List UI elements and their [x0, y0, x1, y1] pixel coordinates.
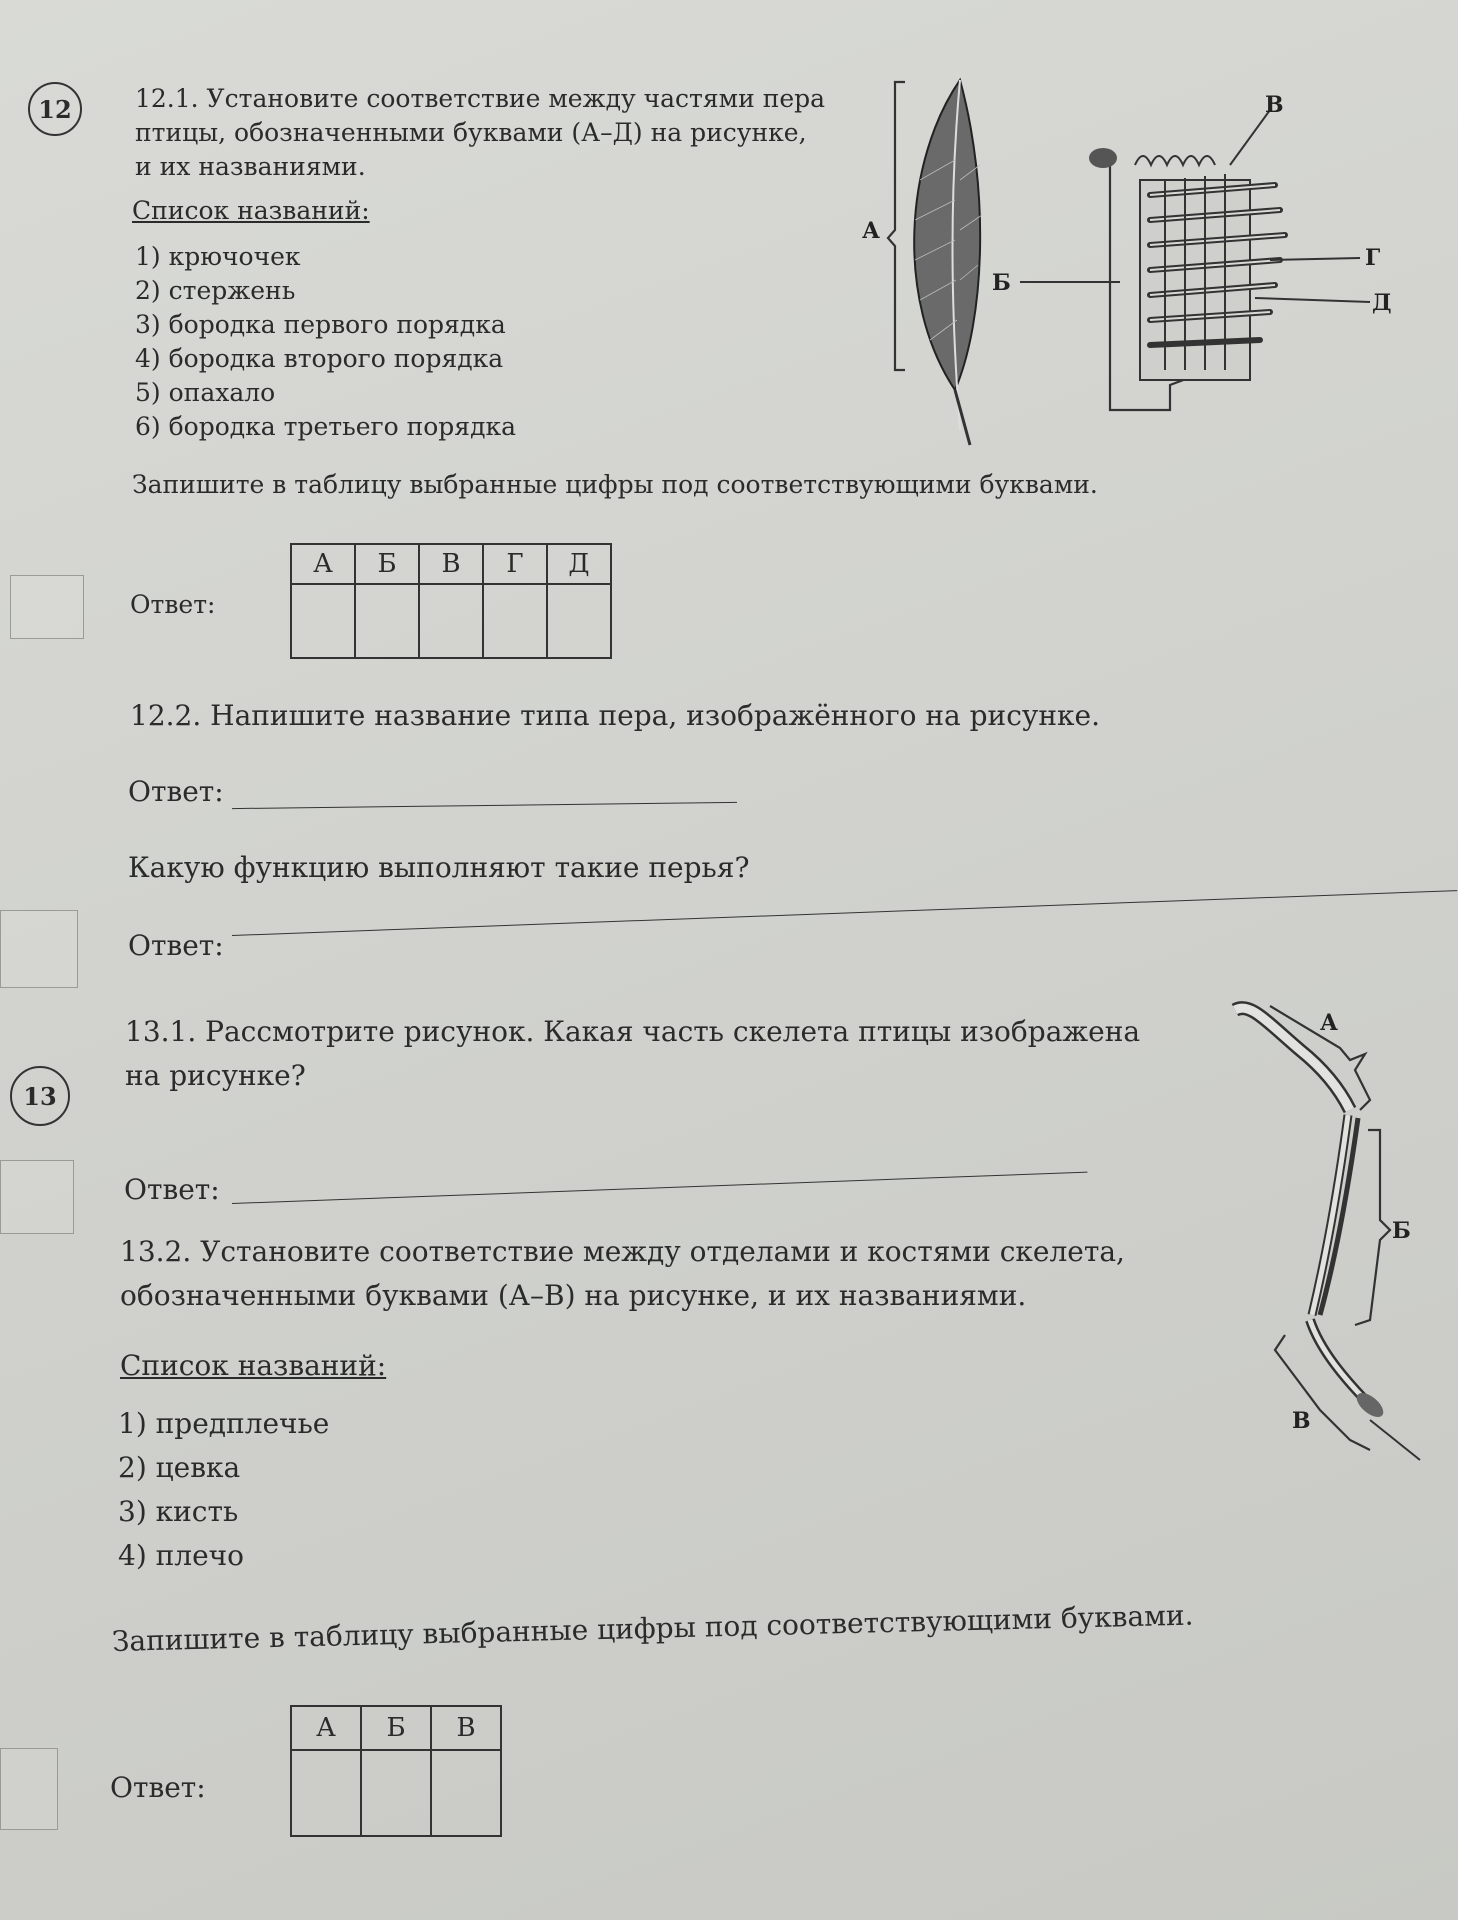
answer-line[interactable]: [232, 1172, 1087, 1204]
list-item: 1) крючочек: [135, 242, 301, 271]
answer-cell[interactable]: [361, 1750, 431, 1836]
task-number-13: 13: [10, 1066, 70, 1126]
table-header: Б: [355, 544, 419, 584]
names-list-title: Список названий:: [120, 1349, 387, 1382]
fig-label-a: А: [862, 218, 880, 244]
task-13-1-text: [125, 1012, 1140, 1096]
answer-label: Ответ:: [124, 1173, 220, 1206]
answer-label: Ответ:: [110, 1771, 206, 1804]
task-12-2-question-2: Какую функцию выполняют такие перья?: [128, 851, 750, 884]
list-item: 6) бородка третьего порядка: [135, 412, 517, 441]
fig-label-b: Б: [992, 270, 1011, 296]
names-list: [118, 1404, 329, 1576]
wing-skeleton-figure: [1220, 990, 1450, 1480]
table-header: Г: [483, 544, 547, 584]
answer-cell[interactable]: [355, 584, 419, 658]
text-line: птицы, обозначенными буквами (А–Д) на рисунке,: [135, 118, 807, 147]
fig-label-v: В: [1292, 1408, 1311, 1434]
fig-label-v: В: [1265, 92, 1284, 118]
fig-label-g: Г: [1365, 245, 1381, 271]
answer-table-12: [290, 543, 612, 659]
score-box: [0, 1748, 58, 1830]
feather-figure: [850, 70, 1410, 450]
task-12-1-text: [135, 82, 825, 184]
list-item: 2) цевка: [118, 1451, 241, 1484]
fig-label-a: А: [1320, 1010, 1338, 1036]
text-line: 13.2. Установите соответствие между отделами и костями скелета,: [120, 1235, 1125, 1268]
answer-cell[interactable]: [419, 584, 483, 658]
list-item: 4) плечо: [118, 1539, 245, 1572]
answer-cell[interactable]: [431, 1750, 501, 1836]
score-box: [10, 575, 84, 639]
list-item: 3) бородка первого порядка: [135, 310, 506, 339]
task-13-2-text: [120, 1232, 1125, 1316]
answer-table-13: [290, 1705, 502, 1837]
text-line: 12.1. Установите соответствие между частями пера: [135, 84, 826, 113]
table-header: Б: [361, 1706, 431, 1750]
fig-label-d: Д: [1372, 290, 1392, 316]
answer-cell[interactable]: [291, 1750, 361, 1836]
table-header: А: [291, 544, 355, 584]
answer-cell[interactable]: [547, 584, 611, 658]
task-12-2-question: 12.2. Напишите название типа пера, изображённого на рисунке.: [130, 699, 1101, 732]
table-header: Д: [547, 544, 611, 584]
answer-cell[interactable]: [291, 584, 355, 658]
text-line: 13.1. Рассмотрите рисунок. Какая часть скелета птицы изображена: [125, 1015, 1141, 1048]
list-item: 2) стержень: [135, 276, 296, 305]
list-item: 1) предплечье: [118, 1407, 330, 1440]
score-box: [0, 1160, 74, 1234]
task-number-12: 12: [28, 82, 82, 136]
answer-cell[interactable]: [483, 584, 547, 658]
fig-label-b: Б: [1392, 1218, 1411, 1244]
instruction-13: Запишите в таблицу выбранные цифры под соответствующими буквами.: [111, 1598, 1194, 1658]
answer-label: Ответ:: [130, 590, 216, 619]
answer-label: Ответ:: [128, 775, 224, 808]
answer-line[interactable]: [232, 890, 1457, 936]
answer-label: Ответ:: [128, 929, 224, 962]
names-list: [135, 240, 516, 444]
table-header: В: [419, 544, 483, 584]
answer-line[interactable]: [232, 802, 737, 809]
names-list-title: Список названий:: [132, 196, 370, 225]
text-line: и их названиями.: [135, 152, 366, 181]
text-line: на рисунке?: [125, 1059, 306, 1092]
table-header: В: [431, 1706, 501, 1750]
list-item: 4) бородка второго порядка: [135, 344, 504, 373]
instruction-12: Запишите в таблицу выбранные цифры под соответствующими буквами.: [132, 470, 1098, 499]
table-header: А: [291, 1706, 361, 1750]
list-item: 3) кисть: [118, 1495, 239, 1528]
list-item: 5) опахало: [135, 378, 276, 407]
text-line: обозначенными буквами (А–В) на рисунке, и их названиями.: [120, 1279, 1027, 1312]
score-box: [0, 910, 78, 988]
